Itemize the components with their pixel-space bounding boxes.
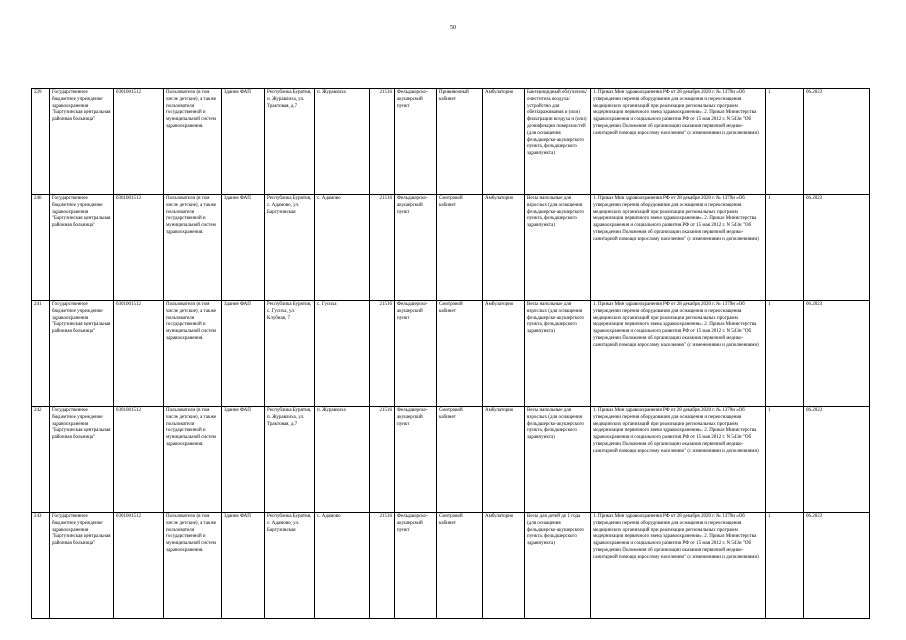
table-row: [32, 301, 870, 407]
date-cell: 06.2023: [804, 407, 870, 513]
care-type-cell: Амбулаторно: [483, 407, 525, 513]
page-number: 50: [450, 25, 456, 31]
building-cell: Здание ФАП: [222, 195, 265, 301]
basis-cell: 1. Приказ Мин здравоохранения РФ от 28 декабря 2020 г. № 1379н «Об утверждении перечня оборудования для оснащения и переоснащения медицинских организаций при реализации региональных программ модернизации первичного звена здравоохранения». 2. Приказ Министерства здравоохранения и социального развития РФ от 15 мая 2012 г. N 543н "Об утверждении Положения об организации оказания первичной медико-санитарной помощи взрослому населению" (с изменениями и дополнениями): [591, 89, 766, 195]
code-cell: 21516: [370, 195, 395, 301]
date-cell: 06.2023: [804, 89, 870, 195]
basis-cell: 1. Приказ Мин здравоохранения РФ от 28 декабря 2020 г. № 1379н «Об утверждении перечня оборудования для оснащения и переоснащения медицинских организаций при реализации региональных программ модернизации первичного звена здравоохранения». 2. Приказ Министерства здравоохранения и социального развития РФ от 15 мая 2012 г. N 543н "Об утверждении Положения об организации оказания первичной медико-санитарной помощи взрослому населению" (с изменениями и дополнениями): [591, 195, 766, 301]
row-number: 239: [32, 89, 50, 195]
organization-cell: Государственное бюджетное учреждение здравоохранения "Баргузинская центральная районная больница": [50, 301, 114, 407]
table-row: [32, 407, 870, 513]
care-type-cell: Амбулаторно: [483, 301, 525, 407]
quantity-cell: 1: [766, 513, 804, 619]
locality-cell: с. Гусиха: [315, 301, 370, 407]
row-number: 242: [32, 407, 50, 513]
kpp-cell: 0301001512: [114, 195, 164, 301]
quantity-cell: 1: [766, 195, 804, 301]
organization-cell: Государственное бюджетное учреждение здравоохранения "Баргузинская центральная районная больница": [50, 513, 114, 619]
care-type-cell: Амбулаторно: [483, 195, 525, 301]
code-cell: 21516: [370, 513, 395, 619]
basis-cell: 1. Приказ Мин здравоохранения РФ от 28 декабря 2020 г. № 1379н «Об утверждении перечня оборудования для оснащения и переоснащения медицинских организаций при реализации региональных программ модернизации первичного звена здравоохранения». 2. Приказ Министерства здравоохранения и социального развития РФ от 15 мая 2012 г. N 543н "Об утверждении Положения об организации оказания первичной медико-санитарной помощи взрослому населению" (с изменениями и дополнениями): [591, 513, 766, 619]
organization-cell: Государственное бюджетное учреждение здравоохранения "Баргузинская центральная районная больница": [50, 195, 114, 301]
organization-cell: Государственное бюджетное учреждение здравоохранения "Баргузинская центральная районная больница": [50, 89, 114, 195]
quantity-cell: 1: [766, 89, 804, 195]
table-body: [32, 89, 870, 619]
unit-cell: Фельдшерско-акушерский пункт: [395, 195, 437, 301]
date-cell: 06.2023: [804, 301, 870, 407]
unit-cell: Фельдшерско-акушерский пункт: [395, 407, 437, 513]
locality-cell: с. Адамово: [315, 195, 370, 301]
address-cell: Республика Бурятия, п. Журавлиха, ул. Трактовая, д.7: [265, 407, 315, 513]
code-cell: 21516: [370, 89, 395, 195]
room-cell: Смотровой кабинет: [437, 301, 483, 407]
room-cell: Смотровой кабинет: [437, 513, 483, 619]
date-cell: 06.2023: [804, 513, 870, 619]
beneficiaries-cell: Пользователи (в том числе детские), а также пользователи государственной и муниципальной систем здравоохранения.: [164, 513, 222, 619]
kpp-cell: 0301001512: [114, 301, 164, 407]
unit-cell: Фельдшерско-акушерский пункт: [395, 301, 437, 407]
table-row: [32, 513, 870, 619]
row-number: 243: [32, 513, 50, 619]
beneficiaries-cell: Пользователи (в том числе детские), а также пользователи государственной и муниципальной систем здравоохранения.: [164, 301, 222, 407]
row-number: 241: [32, 301, 50, 407]
locality-cell: с. Адамово: [315, 513, 370, 619]
basis-cell: 1. Приказ Мин здравоохранения РФ от 28 декабря 2020 г. № 1379н «Об утверждении перечня оборудования для оснащения и переоснащения медицинских организаций при реализации региональных программ модернизации первичного звена здравоохранения». 2. Приказ Министерства здравоохранения и социального развития РФ от 15 мая 2012 г. N 543н "Об утверждении Положения об организации оказания первичной медико-санитарной помощи взрослому населению" (с изменениями и дополнениями): [591, 301, 766, 407]
quantity-cell: 1: [766, 301, 804, 407]
room-cell: Смотровой кабинет: [437, 195, 483, 301]
kpp-cell: 0301001512: [114, 89, 164, 195]
basis-cell: 1. Приказ Мин здравоохранения РФ от 28 декабря 2020 г. № 1379н «Об утверждении перечня оборудования для оснащения и переоснащения медицинских организаций при реализации региональных программ модернизации первичного звена здравоохранения». 2. Приказ Министерства здравоохранения и социального развития РФ от 15 мая 2012 г. N 543н "Об утверждении Положения об организации оказания первичной медико-санитарной помощи взрослому населению" (с изменениями и дополнениями): [591, 407, 766, 513]
address-cell: Республика Бурятия, п. Журавлиха, ул. Трактовая, д.7: [265, 89, 315, 195]
beneficiaries-cell: Пользователи (в том числе детские), а также пользователи государственной и муниципальной систем здравоохранения.: [164, 407, 222, 513]
date-cell: 06.2023: [804, 195, 870, 301]
code-cell: 21516: [370, 407, 395, 513]
kpp-cell: 0301001512: [114, 407, 164, 513]
locality-cell: п. Журавлиха: [315, 407, 370, 513]
beneficiaries-cell: Пользователи (в том числе детские), а также пользователи государственной и муниципальной систем здравоохранения.: [164, 195, 222, 301]
row-number: 240: [32, 195, 50, 301]
equipment-cell: Весы напольные для взрослых (для оснащения фельдшерско-акушерского пункта, фельдшерского здравпункта): [525, 195, 591, 301]
equipment-cell: Весы для детей до 1 года (для оснащения фельдшерско-акушерского пункта, фельдшерского здравпункта): [525, 513, 591, 619]
building-cell: Здание ФАП: [222, 301, 265, 407]
room-cell: Прививочный кабинет: [437, 89, 483, 195]
beneficiaries-cell: Пользователи (в том числе детские), а также пользователи государственной и муниципальной систем здравоохранения.: [164, 89, 222, 195]
equipment-cell: Весы напольные для взрослых (для оснащения фельдшерско-акушерского пункта, фельдшерского здравпункта): [525, 301, 591, 407]
care-type-cell: Амбулаторно: [483, 513, 525, 619]
address-cell: Республика Бурятия, с. Гусиха, ул. Клубная, 7: [265, 301, 315, 407]
unit-cell: Фельдшерско-акушерский пункт: [395, 513, 437, 619]
care-type-cell: Амбулаторно: [483, 89, 525, 195]
organization-cell: Государственное бюджетное учреждение здравоохранения "Баргузинская центральная районная больница": [50, 407, 114, 513]
code-cell: 21516: [370, 301, 395, 407]
kpp-cell: 0301001512: [114, 513, 164, 619]
table-row: [32, 89, 870, 195]
building-cell: Здание ФАП: [222, 89, 265, 195]
equipment-table: [31, 88, 870, 619]
building-cell: Здание ФАП: [222, 407, 265, 513]
equipment-cell: Весы напольные для взрослых (для оснащения фельдшерско-акушерского пункта, фельдшерского здравпункта): [525, 407, 591, 513]
building-cell: Здание ФАП: [222, 513, 265, 619]
address-cell: Республика Бурятия, с. Адамово, ул. Баргузинская: [265, 195, 315, 301]
unit-cell: Фельдшерско-акушерский пункт: [395, 89, 437, 195]
quantity-cell: 1: [766, 407, 804, 513]
address-cell: Республика Бурятия, с. Адамово, ул. Баргузинская: [265, 513, 315, 619]
room-cell: Смотровой кабинет: [437, 407, 483, 513]
locality-cell: п. Журавлиха: [315, 89, 370, 195]
table-row: [32, 195, 870, 301]
equipment-cell: Бактерицидный облучатель/очиститель воздуха/устройство для обеззараживания и (или) фильтрации воздуха и (или) дезинфекции поверхностей (для оснащения фельдшерско-акушерского пункта, фельдшерского здравпункта): [525, 89, 591, 195]
